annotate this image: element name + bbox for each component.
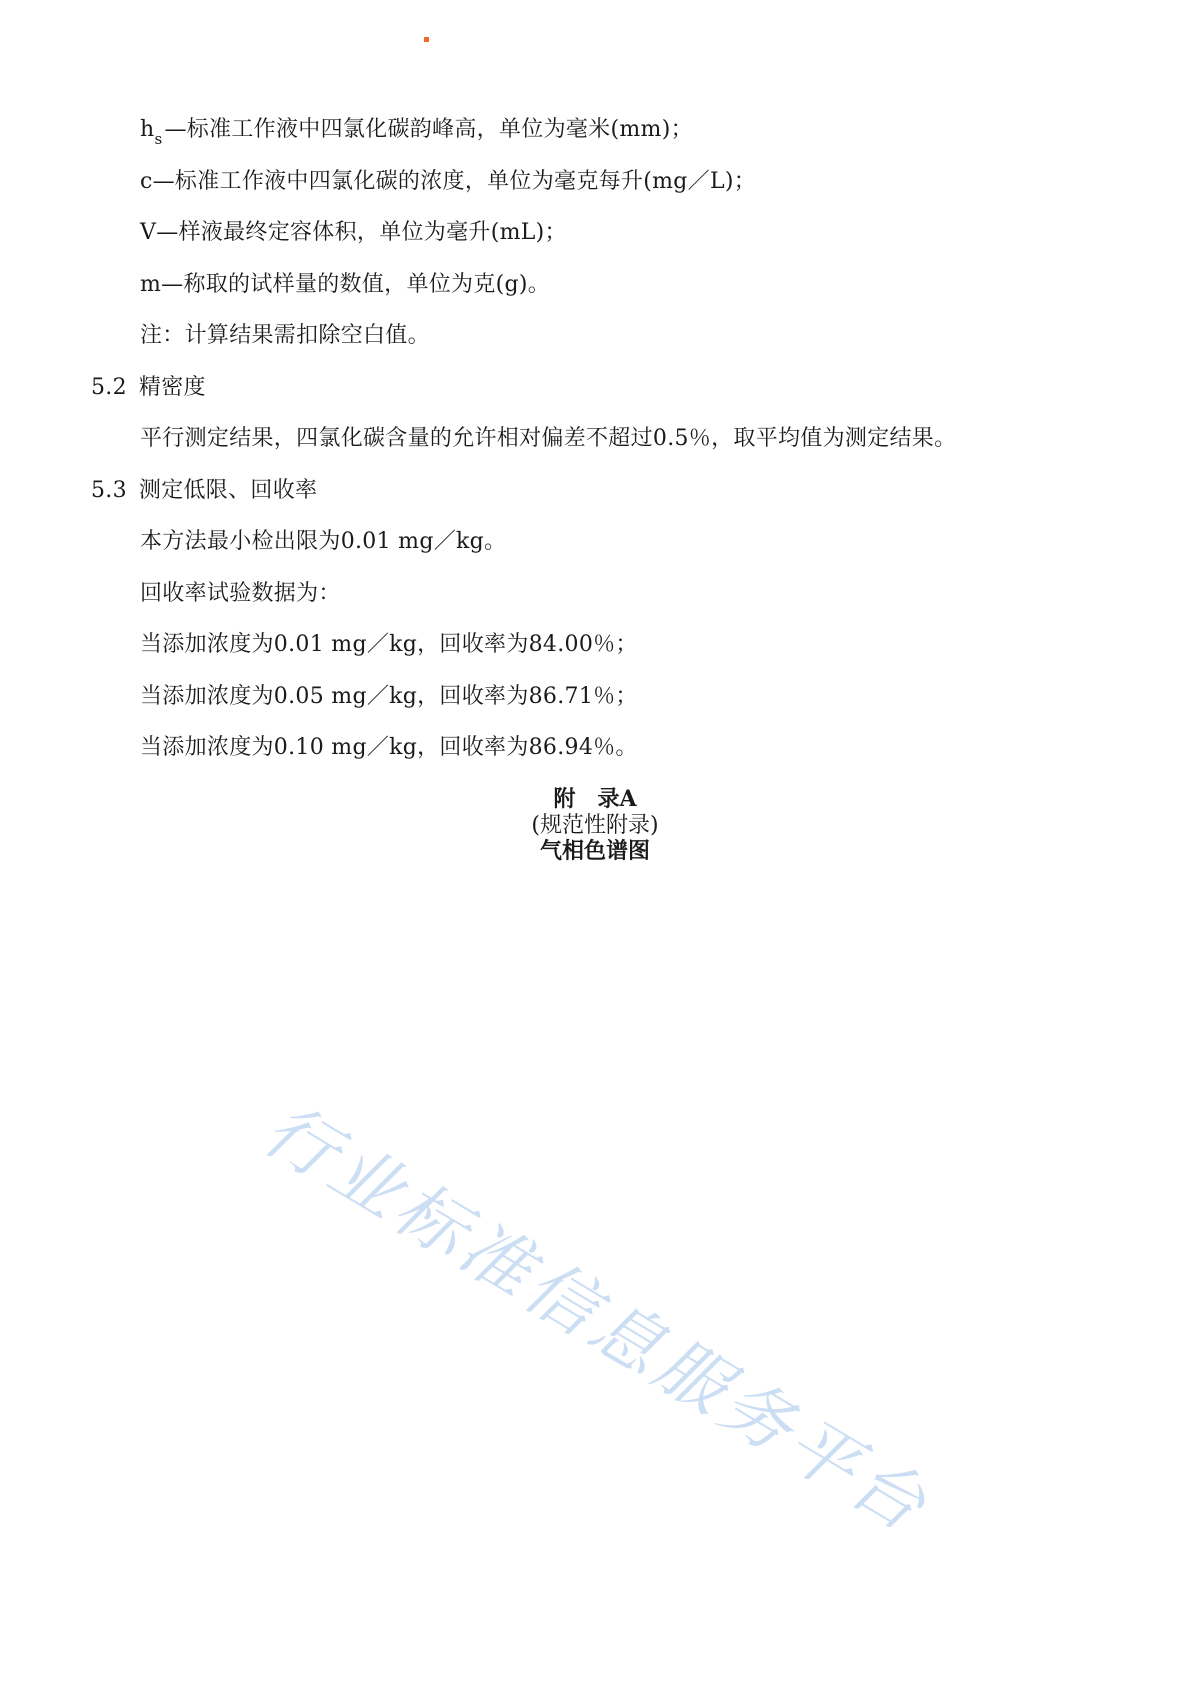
definition-c: c—标准工作液中四氯化碳的浓度，单位为毫克每升(mg／L)； xyxy=(140,169,757,194)
watermark: 行业标准信息服务平台 xyxy=(250,1087,944,1550)
definition-v: V—样液最终定容体积，单位为毫升(mL)； xyxy=(140,220,567,245)
calculation-note: 注：计算结果需扣除空白值。 xyxy=(140,323,430,348)
top-marker xyxy=(424,37,429,42)
hs-symbol: h xyxy=(140,117,155,142)
section-5-3-heading xyxy=(91,476,317,506)
recovery-item-2: 当添加浓度为0.05 mg／kg，回收率为86.71％； xyxy=(140,684,638,709)
section-5-2-heading xyxy=(91,373,206,403)
section-5-2-title: 精密度 xyxy=(138,375,206,400)
hs-text: —标准工作液中四氯化碳韵峰高，单位为毫米(mm)； xyxy=(164,117,693,142)
definition-hs xyxy=(140,115,693,146)
appendix-name: 气相色谱图 xyxy=(539,838,650,864)
section-5-2-number: 5.2 xyxy=(91,375,127,400)
detection-limit-text: 本方法最小检出限为0.01 mg／kg。 xyxy=(140,529,507,554)
section-5-3-title: 测定低限、回收率 xyxy=(138,478,318,503)
recovery-item-3: 当添加浓度为0.10 mg／kg，回收率为86.94％。 xyxy=(140,735,638,760)
recovery-intro: 回收率试验数据为： xyxy=(140,581,341,606)
precision-text: 平行测定结果，四氯化碳含量的允许相对偏差不超过0.5％，取平均值为测定结果。 xyxy=(140,426,957,451)
definition-m: m—称取的试样量的数值，单位为克(g)。 xyxy=(140,272,551,297)
recovery-item-1: 当添加浓度为0.01 mg／kg，回收率为84.00％； xyxy=(140,632,638,657)
section-5-3-number: 5.3 xyxy=(91,478,127,503)
hs-subscript: s xyxy=(154,130,163,148)
appendix-subtitle: (规范性附录) xyxy=(531,813,659,838)
appendix-title: 附 录A xyxy=(553,786,637,812)
